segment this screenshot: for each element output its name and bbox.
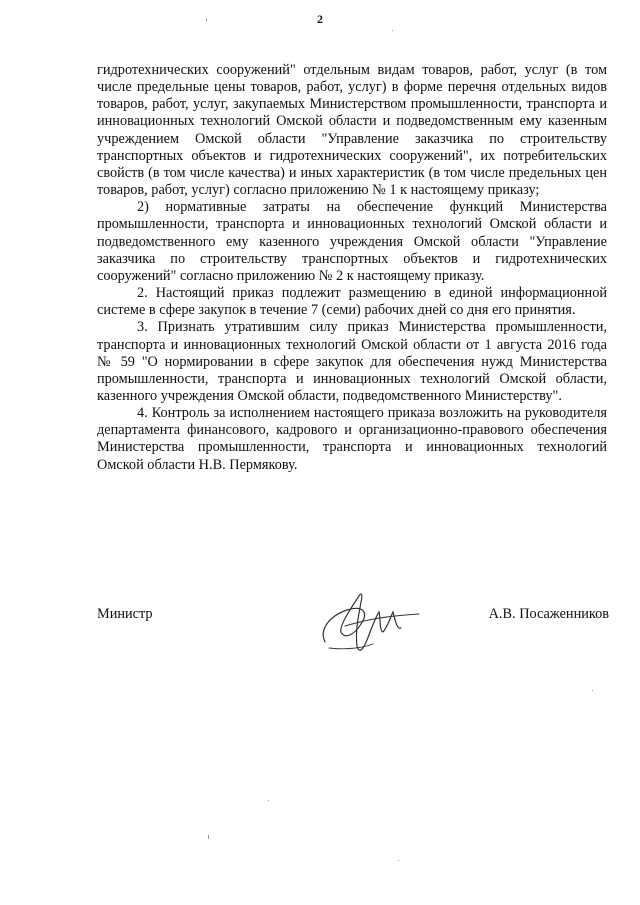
scan-speck [268,800,269,801]
signature-block [97,606,609,666]
paragraph-item-2: 2) нормативные затраты на обеспечение функций Министерства промышленности, транспорта и инновационных технологий Омской области и подведомственного ему казенного учреждения Омской области "Управление заказчика по строительству транспортных объектов и гидротехнических сооружений" согласно приложению № 2 к настоящему приказу. [97,199,607,284]
scan-speck [592,690,593,691]
paragraph-continuation: гидротехнических сооружений" отдельным видам товаров, работ, услуг (в том числе предельные цены товаров, работ, услуг) в форме перечня отдельных видов товаров, работ, услуг, закупаемых Министерством промышленности, транспорта и инновационных технологий Омской области и подведомственным ему казенным учреждением Омской области "Управление заказчика по строительству транспортных объектов и гидротехнических сооружений", их потребительских свойств (в том числе качества) и иных характеристик (в том числе предельных цен товаров, работ, услуг) согласно приложению № 1 к настоящему приказу; [97,62,607,199]
paragraph-clause-3: 3. Признать утратившим силу приказ Министерства промышленности, транспорта и инновационных технологий Омской области от 1 августа 2016 года № 59 "О нормировании в сфере закупок для обеспечения нужд Министерства промышленности, транспорта и инновационных технологий Омской области, казенного учреждения Омской области, подведомственного Министерству". [97,319,607,404]
document-body [97,62,607,474]
handwritten-signature [315,590,425,660]
scan-speck [392,30,393,31]
paragraph-clause-2: 2. Настоящий приказ подлежит размещению в единой информационной системе в сфере закупок в течение 7 (семи) рабочих дней со дня его принятия. [97,285,607,319]
page-number: 2 [317,12,323,26]
scan-speck [398,860,399,861]
scan-speck [208,835,209,839]
signatory-name: А.В. Посаженников [488,606,609,622]
scan-speck [206,18,207,21]
signatory-title: Министр [97,606,153,622]
paragraph-clause-4: 4. Контроль за исполнением настоящего приказа возложить на руководителя департамента финансового, кадрового и организационно-правового обеспечения Министерства промышленности, транспорта и инновационных технологий Омской области Н.В. Пермякову. [97,405,607,473]
